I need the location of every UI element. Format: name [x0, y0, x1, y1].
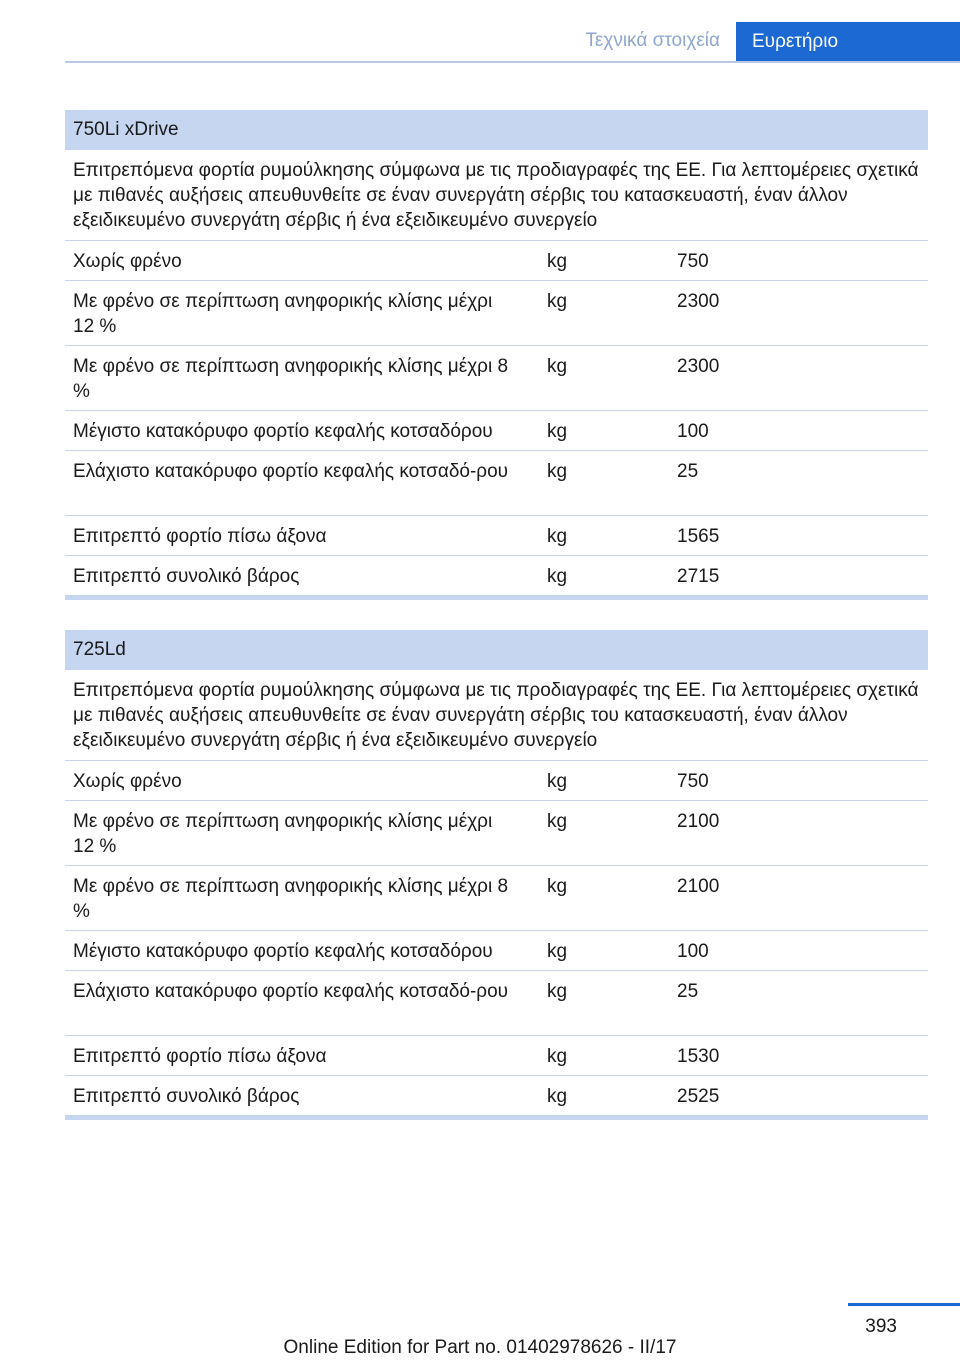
footer-edition: Online Edition for Part no. 01402978626 - II/17 [283, 1337, 677, 1358]
row-unit: kg [547, 941, 568, 962]
row-label: Χωρίς φρένο [73, 251, 182, 272]
table-row [65, 801, 928, 866]
row-unit: kg [547, 421, 568, 442]
row-unit: kg [547, 811, 568, 832]
row-unit: kg [547, 526, 568, 547]
row-value: 750 [677, 771, 709, 792]
nav-section-link[interactable]: Τεχνικά στοιχεία [585, 30, 720, 51]
row-value: 100 [677, 421, 709, 442]
table-row [65, 931, 928, 971]
table-row [65, 866, 928, 931]
row-unit: kg [547, 291, 568, 312]
row-value: 2300 [677, 291, 720, 312]
table-row [65, 346, 928, 411]
row-value: 2300 [677, 356, 720, 377]
header-nav [0, 22, 960, 62]
row-label: Επιτρεπτό φορτίο πίσω άξονα [73, 1046, 327, 1067]
table-row [65, 761, 928, 801]
table-row [65, 411, 928, 451]
row-value: 750 [677, 251, 709, 272]
row-label: Επιτρεπτό συνολικό βάρος [73, 566, 300, 587]
table-row [65, 1076, 928, 1116]
row-label: Με φρένο σε περίπτωση ανηφορικής κλίσης μέχρι 8 % [73, 876, 509, 922]
row-value: 100 [677, 941, 709, 962]
row-unit: kg [547, 771, 568, 792]
table-note: Επιτρεπόμενα φορτία ρυμούλκησης σύμφωνα με τις προδιαγραφές της ΕΕ. Για λεπτομέρειες σχετικά με πιθανές αυξήσεις απευθυνθείτε σε έναν συνεργάτη σέρβις του κατασκευαστή, έναν άλλον εξειδικευμένο συνεργάτη σέρβις ή ένα εξειδικευμένο συνεργείο [65, 670, 928, 761]
row-unit: kg [547, 461, 568, 482]
row-label: Ελάχιστο κατακόρυφο φορτίο κεφαλής κοτσαδό‐ρου [73, 981, 509, 1002]
row-label: Επιτρεπτό φορτίο πίσω άξονα [73, 526, 327, 547]
row-value: 2525 [677, 1086, 720, 1107]
row-unit: kg [547, 1086, 568, 1107]
row-label: Ελάχιστο κατακόρυφο φορτίο κεφαλής κοτσαδό‐ρου [73, 461, 509, 482]
spec-table-750li [65, 110, 928, 600]
row-unit: kg [547, 251, 568, 272]
nav-divider [65, 61, 960, 63]
footer-accent-rule [848, 1303, 960, 1306]
nav-active-tab[interactable]: Ευρετήριο [736, 22, 960, 62]
table-model-heading: 725Ld [65, 630, 928, 670]
row-label: Με φρένο σε περίπτωση ανηφορικής κλίσης μέχρι 12 % [73, 811, 493, 857]
row-label: Μέγιστο κατακόρυφο φορτίο κεφαλής κοτσαδόρου [73, 421, 493, 442]
row-label: Μέγιστο κατακόρυφο φορτίο κεφαλής κοτσαδόρου [73, 941, 493, 962]
table-row [65, 1036, 928, 1076]
table-row [65, 281, 928, 346]
spec-table-725ld [65, 630, 928, 1120]
row-unit: kg [547, 876, 568, 897]
row-value: 2100 [677, 811, 720, 832]
row-value: 1565 [677, 526, 720, 547]
row-label: Επιτρεπτό συνολικό βάρος [73, 1086, 300, 1107]
row-label: Χωρίς φρένο [73, 771, 182, 792]
row-value: 25 [677, 981, 699, 1002]
row-value: 1530 [677, 1046, 720, 1067]
table-row [65, 516, 928, 556]
row-label: Με φρένο σε περίπτωση ανηφορικής κλίσης μέχρι 8 % [73, 356, 509, 402]
table-row [65, 451, 928, 516]
row-value: 25 [677, 461, 699, 482]
table-note: Επιτρεπόμενα φορτία ρυμούλκησης σύμφωνα με τις προδιαγραφές της ΕΕ. Για λεπτομέρειες σχετικά με πιθανές αυξήσεις απευθυνθείτε σε έναν συνεργάτη σέρβις του κατασκευαστή, έναν άλλον εξειδικευμένο συνεργάτη σέρβις ή ένα εξειδικευμένο συνεργείο [65, 150, 928, 241]
row-value: 2100 [677, 876, 720, 897]
table-row [65, 971, 928, 1036]
row-unit: kg [547, 1046, 568, 1067]
table-row [65, 556, 928, 596]
page-number: 393 [865, 1316, 897, 1337]
row-unit: kg [547, 981, 568, 1002]
row-label: Με φρένο σε περίπτωση ανηφορικής κλίσης μέχρι 12 % [73, 291, 493, 337]
table-row [65, 241, 928, 281]
row-unit: kg [547, 356, 568, 377]
row-value: 2715 [677, 566, 720, 587]
table-model-heading: 750Li xDrive [65, 110, 928, 150]
row-unit: kg [547, 566, 568, 587]
